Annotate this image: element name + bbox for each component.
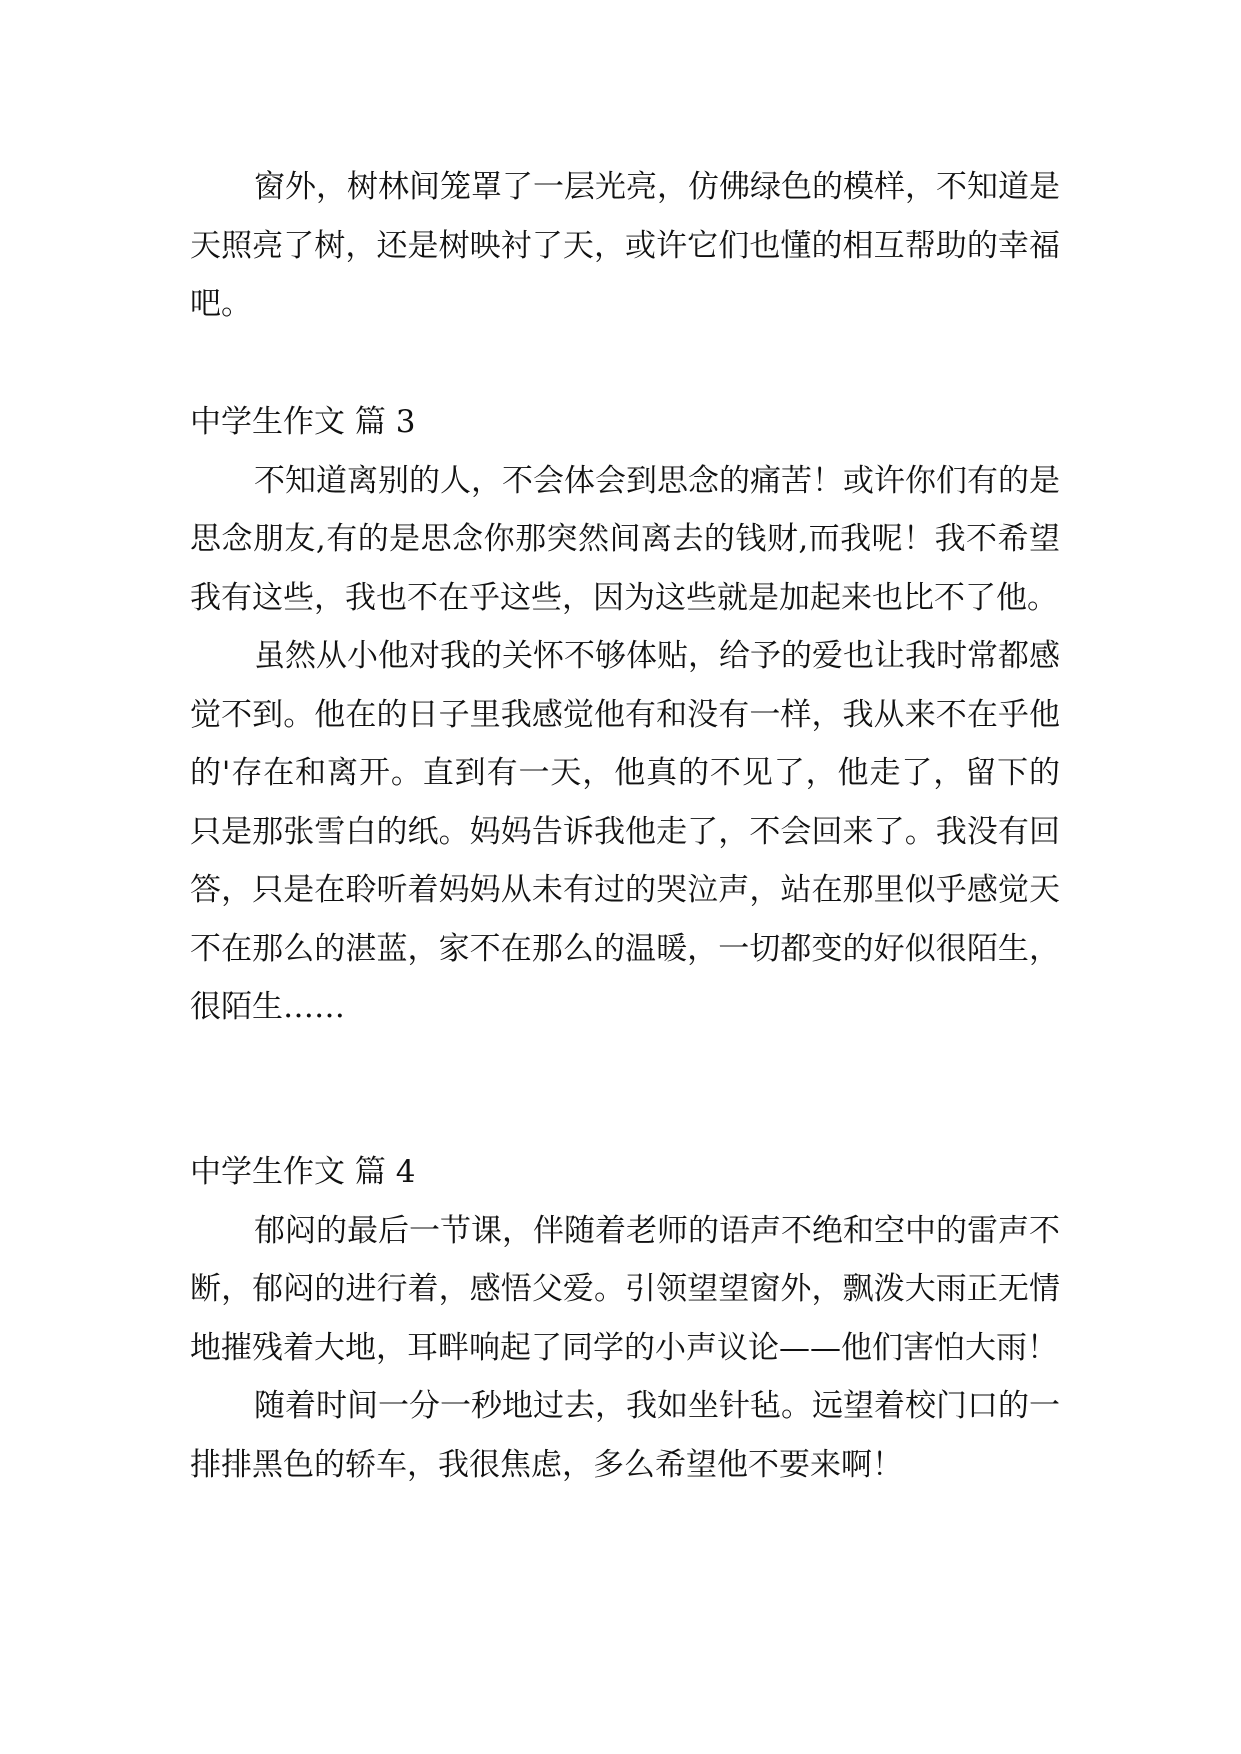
paragraph: 不知道离别的人，不会体会到思念的痛苦！或许你们有的是思念朋友,有的是思念你那突然间离去的钱财,而我呢！我不希望我有这些，我也不在乎这些，因为这些就是加起来也比不了他。 (190, 462, 1060, 616)
section-heading: 中学生作文 篇 3 (190, 404, 416, 440)
section-heading: 中学生作文 篇 4 (190, 1154, 416, 1190)
essay-section-4 (190, 1143, 1060, 1494)
paragraph: 随着时间一分一秒地过去，我如坐针毡。远望着校门口的一排排黑色的轿车，我很焦虑，多么希望他不要来啊！ (190, 1388, 1060, 1483)
paragraph: 窗外，树林间笼罩了一层光亮，仿佛绿色的模样，不知道是天照亮了树，还是树映衬了天，或许它们也懂的相互帮助的幸福吧。 (190, 169, 1060, 322)
intro-section (190, 158, 1060, 334)
essay-section-3 (190, 393, 1060, 1037)
paragraph: 虽然从小他对我的关怀不够体贴，给予的爱也让我时常都感觉不到。他在的日子里我感觉他有和没有一样，我从来不在乎他的'存在和离开。直到有一天，他真的不见了，他走了，留下的只是那张雪白的纸。妈妈告诉我他走了，不会回来了。我没有回答，只是在聆听着妈妈从未有过的哭泣声，站在那里似乎感觉天不在那么的湛蓝，家不在那么的温暖，一切都变的好似很陌生，很陌生…… (190, 638, 1060, 1025)
paragraph: 郁闷的最后一节课，伴随着老师的语声不绝和空中的雷声不断，郁闷的进行着，感悟父爱。引领望望窗外，飘泼大雨正无情地摧残着大地，耳畔响起了同学的小声议论——他们害怕大雨！ (190, 1212, 1060, 1366)
